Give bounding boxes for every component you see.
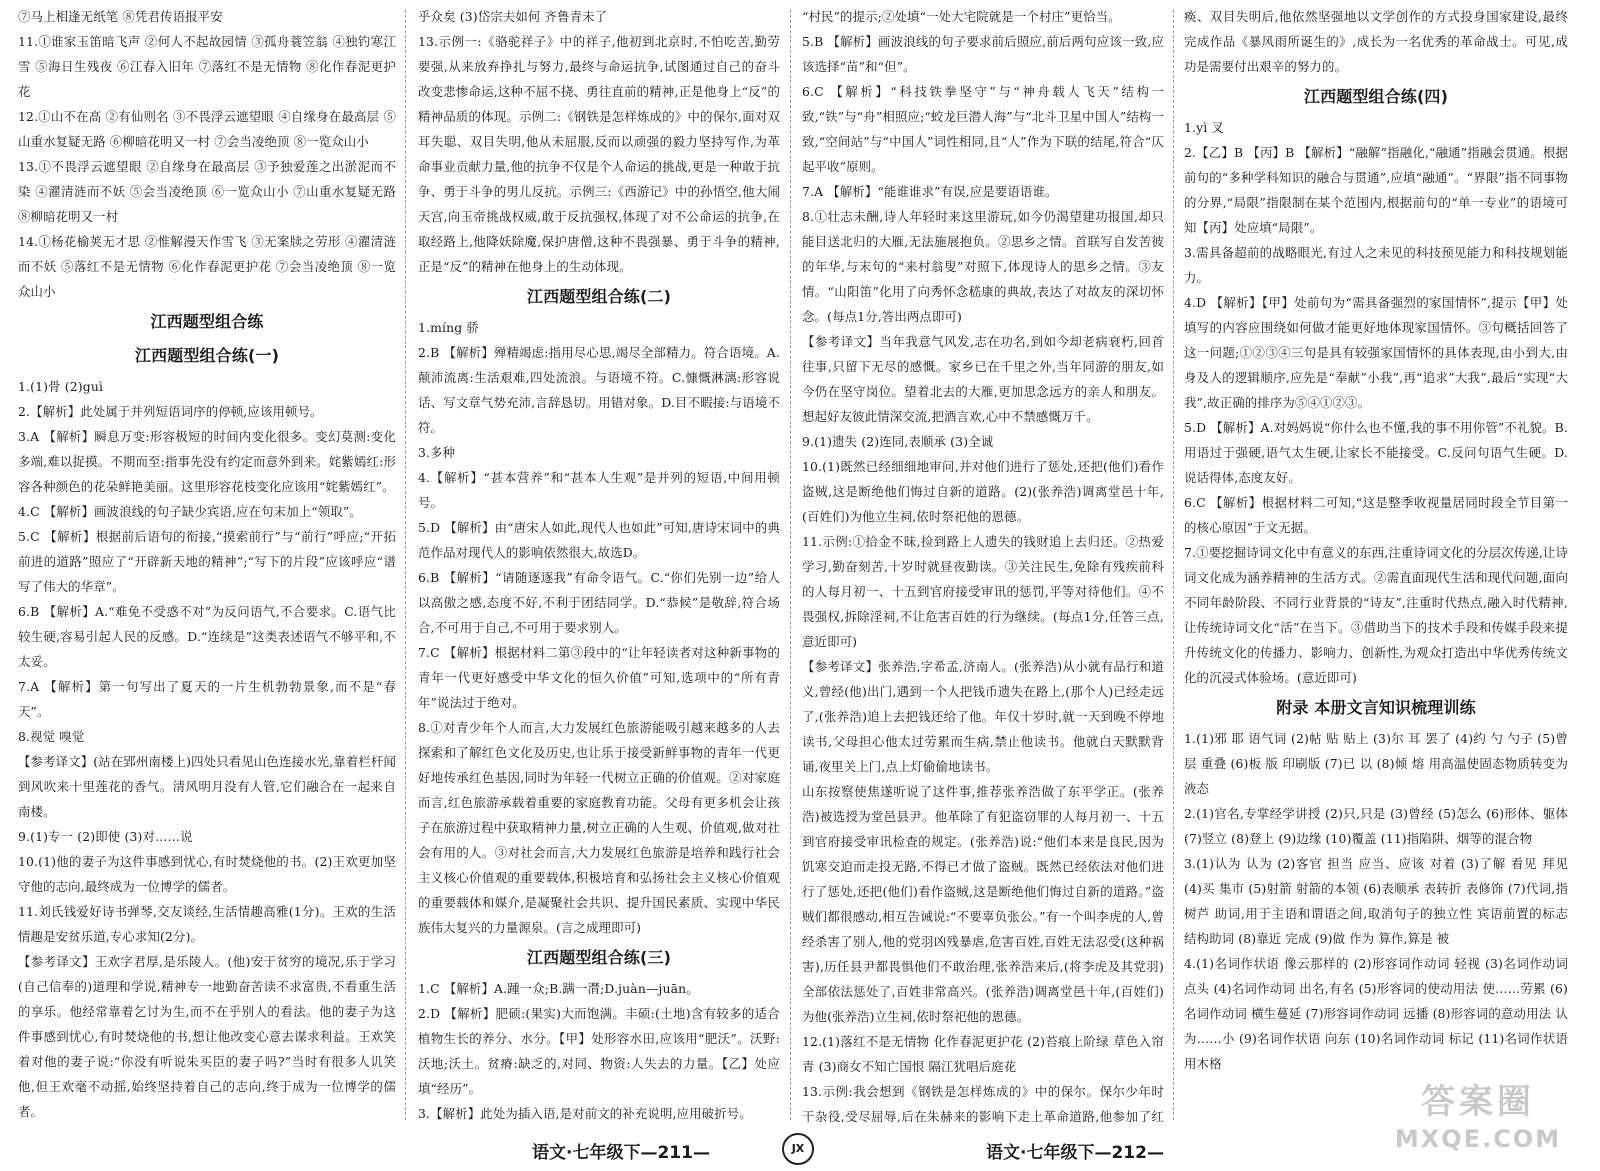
answer-paragraph: 6.B 【解析】A.“难免不受惑不对”为反问语气,不合要求。C.语气比较生硬,容易引起人民的反感。D.“连续是”这类表述语气不够平和,不太妥。: [18, 604, 396, 669]
answer-paragraph: 8.①对青少年个人而言,大力发展红色旅游能吸引越来越多的人去探索和了解红色文化及历史,也让乐于接受新鲜事物的青年一代更好地传承红色基因,同时为年轻一代树立正确的价值观。②对家庭而言,红色旅游承载着重要的家庭教育功能。父母有更多机会让孩子在旅游过程中获取精神力量,树立正确的人生观、价值观,做对社会有用的人。③对社会而言,大力发展红色旅游是培养和践行社会主义核心价值观的重要载体,积极培育和弘扬社会主义核心价值观的重要载体和媒介,是凝聚社会共识、提升国民素质、实现中华民族伟大复兴的力量源泉。(言之成理即可): [418, 720, 780, 935]
answer-paragraph: 1.C 【解析】A.踵一众;B.蹒一潸;D.juàn—juān。: [418, 981, 699, 996]
page-footer-left: 语文·七年级下—211—: [532, 1143, 710, 1163]
answer-paragraph: 痪、双目失明后,他依然坚强地以文学创作的方式投身国家建设,最终完成作品《暴风雨所诞生的》,成长为一名优秀的革命战士。可见,成功是需要付出艰辛的努力的。: [1184, 9, 1568, 74]
column-divider: [1173, 10, 1174, 1120]
answer-paragraph: 9.(1)专一 (2)即使 (3)对……说: [18, 829, 193, 844]
answer-column-4: [1184, 4, 1568, 1124]
answer-paragraph: 11.示例:①拾金不昧,捡到路上人遗失的钱财追上去归还。②热爱学习,勤奋刻苦,十岁时就昼夜勤读。③关注民生,免除有残疾前科的人每月初一、十五到官府接受审讯的惩罚,平等对待他们。④不畏强权,拆除淫祠,不让危害百姓的行为继续。(每点1分,任答三点,意近即可): [802, 534, 1164, 649]
answer-paragraph: 4.【解析】“甚本营养”和“甚本人生观”是并列的短语,中间用顿号。: [418, 470, 780, 510]
answer-paragraph: 【参考译文】张养浩,字希孟,济南人。(张养浩)从小就有品行和道义,曾经(他)出门,遇到一个人把钱币遗失在路上,(那个人)已经走远了,(张养浩)追上去把钱还给了他。年仅十岁时,就一天到晚不停地读书,父母担心他太过劳累而生病,禁止他读书。他就白天默默背诵,夜里关上门,点上灯偷偷地读书。: [802, 659, 1164, 774]
answer-paragraph: 【参考译文】(站在郢州南楼上)四处只看见山色连接水光,靠着栏杆闻到风吹来十里莲花的香气。清风明月没有人管,它们融合在一起来自南楼。: [18, 754, 396, 819]
answer-paragraph: 10.(1)既然已经细细地审问,并对他们进行了惩处,还把(他们)看作盗贼,这是断绝他们悔过自新的道路。(2)(张养浩)调离堂邑十年,(百姓们)为他立生祠,依时祭祀他的恩德。: [802, 459, 1164, 524]
answer-paragraph: 3.需具备超前的战略眼光,有过人之未见的科技预见能力和科技规划能力。: [1184, 245, 1568, 285]
answer-paragraph: 6.C 【解析】“科技铁拳坚守”与“神舟载人飞天”结构一致,“铁”与“舟”相照应;“蛟龙巨潜人海”与“北斗卫星中国人”结构一致,“空间站”与“中国人”词性相同,且“人”作为下联的结尾,符合“仄起平收”原则。: [802, 84, 1164, 174]
answer-paragraph: 12.①山不在高 ②有仙则名 ③不畏浮云遮望眼 ④自缘身在最高层 ⑤山重水复疑无路 ⑥柳暗花明又一村 ⑦会当凌绝顶 ⑧一览众山小: [18, 109, 396, 149]
answer-paragraph: 4.D 【解析】【甲】处前句为“需具备强烈的家国情怀”,提示【甲】处填写的内容应围绕如何做才能更好地体现家国情怀。③句概括回答了这一问题;①②③④三句是具有较强家国情怀的具体表现,由小到大,由身及人的逻辑顺序,应先是“奉献”小我”,再“追求”大我”,最后“实现“大我”,故正确的排序为⑤④①②③。: [1184, 295, 1568, 410]
answer-paragraph: 2.【乙】B 【丙】B 【解析】“融解”指融化,“融通”指融会贯通。根据前句的“多种学科知识的融合与贯通”,应填“融通”。“界限”指不同事物的分界,“局限”指限制在某个范围内,根据前句的“单一专业”的语境可知【丙】处应填“局限”。: [1184, 145, 1568, 235]
column-divider: [405, 10, 406, 1120]
edition-badge: JX: [782, 1133, 814, 1165]
answer-paragraph: 14.①杨花榆荚无才思 ②惟解漫天作雪飞 ③无案牍之劳形 ④濯清涟而不妖 ⑤落红不是无情物 ⑥化作春泥更护花 ⑦会当凌绝顶 ⑧一览众山小: [18, 234, 396, 299]
column-divider: [790, 10, 791, 1120]
answer-paragraph: 1.(1)邪 耶 语气词 (2)帖 贴 贴上 (3)尔 耳 罢了 (4)约 勺 勺子 (5)曾 层 重叠 (6)板 版 印刷版 (7)已 以 (8)倾 熔 用高温使固态物质转变为液态: [1184, 731, 1568, 796]
answer-paragraph: 2.D 【解析】肥硕:(果实)大而饱满。丰硕:(土地)含有较多的适合植物生长的养分、水分。【甲】处形容水田,应该用“肥沃”。沃野:沃地;沃土。贫瘠:缺乏的,对同、物资:人失去的力量。【乙】处应填“经历”。: [418, 1006, 780, 1096]
page-footer-right: 语文·七年级下—212—: [986, 1143, 1164, 1163]
answer-paragraph: 5.B 【解析】画波浪线的句子要求前后照应,前后两句应该一致,应该选择“苗”和“但”。: [802, 34, 1164, 74]
answer-paragraph: 7.A 【解析】“能谁谁求”有误,应是要语语谁。: [802, 184, 1058, 199]
answer-paragraph: 1.(1)骨 (2)guì: [18, 379, 104, 394]
section-heading: 江西题型组合练(四): [1303, 87, 1449, 106]
answer-paragraph: 2.(1)官名,专掌经学讲授 (2)只,只是 (3)曾经 (5)怎么 (6)形体、躯体 (7)竖立 (8)登上 (9)边缘 (10)覆盖 (11)指陷阱、烟等的混合物: [1184, 806, 1568, 846]
answer-paragraph: 8.①壮志未酬,诗人年轻时来这里游玩,如今仍渴望建功报国,却只能目送北归的大雁,无法施展抱负。②思乡之情。首联写自发苦彼的年华,与末句的“来村翁叟”对照下,体现诗人的思乡之情。③友情。“山阳笛”化用了向秀怀念嵇康的典故,表达了对故友的深切怀念。(每点1分,答出两点即可): [802, 209, 1164, 324]
answer-paragraph: 山东按察使焦遂听说了这件事,推荐张养浩做了东平学正。(张养浩)被选授为堂邑县尹。他革除了有犯盗窃罪的人每月初一、十五到官府接受审讯检查的规定。(张养浩)说:“他们本来是良民,因为饥寒交迫而走投无路,不得已才做了盗贼。既然已经依法对他们进行了惩处,还把(他们)看作盗贼,这是断绝他们悔过自新的道路。”盗贼们都很感动,相互告诫说:“不要辜负张公。”有一个叫李虎的人,曾经杀害了别人,他的党羽凶残暴虐,危害百姓,百姓无法忍受(这种祸害),历任县尹都畏惧他们不敢治理,张养浩来后,(将李虎及其党羽)全部依法惩处了,百姓非常高兴。(张养浩)调离堂邑十年,(百姓们)为他(张养浩)立生祠,依时祭祀他的恩德。: [802, 784, 1164, 1024]
answer-paragraph: 3.(1)认为 认为 (2)客官 担当 应当、应该 对着 (3)了解 看见 拜见 (4)买 集市 (5)射箭 射箭的本领 (6)表顺承 表转折 表修饰 (7)代词,指树芦 助词,用于主语和谓语之间,取消句子的独立性 宾语前置的标志 结构助词 (8)靠近 完成 (9)做 作为 算作,算是 被: [1184, 856, 1568, 946]
section-heading: 江西题型组合练(一): [134, 346, 280, 365]
section-heading: 江西题型组合练(三): [526, 948, 672, 967]
answer-paragraph: 7.①要挖掘诗词文化中有意义的东西,注重诗词文化的分层次传递,让诗词文化成为涵养精神的生活方式。②需直面现代生活和现代问题,面向不同年龄阶段、不同行业背景的“诗友”,注重时代热点,融入时代精神,让传统诗词文化“活”在当下。③借助当下的技术手段和传媒手段来提升传统文化的传播力、影响力、创新性,为观众打造出中华优秀传统文化的沉浸式体验场。(意近即可): [1184, 545, 1568, 685]
answer-paragraph: 5.D 【解析】A.对妈妈说“你什么也不懂,我的事不用你管”不礼貌。B.用语过于强硬,语气太生硬,让家长不能接受。C.反问句语气生硬。D.说话得体,态度友好。: [1184, 420, 1568, 485]
answer-paragraph: 12.(1)落红不是无情物 化作春泥更护花 (2)苔痕上阶绿 草色入帘青 (3)商女不知亡国恨 隔江犹唱后庭花: [802, 1034, 1164, 1074]
answer-paragraph: 8.视觉 嗅觉: [18, 729, 85, 744]
answer-paragraph: 【参考译文】王欢字君厚,是乐陵人。(他)安于贫穷的境况,乐于学习(自己信奉的)道理和学说,精神专一地勤奋苦读不求富贵,不看重生活的享乐。他经常靠着乞讨为生,而不在乎别人的看法。他的妻子为这件事感到忧心,有时焚烧他的书,想让他改变心意去谋求利益。王欢笑着对他的妻子说:“你没有听说朱买臣的妻子吗?”当时有很多人讥笑他,但王欢毫不动摇,始终坚持着自己的志向,终于成为一位博学的儒者。: [18, 954, 396, 1119]
site-watermark: [1378, 1080, 1578, 1160]
answer-paragraph: 1.yì 叉: [1184, 120, 1225, 135]
answer-column-3: [802, 4, 1164, 1124]
answer-paragraph: 1.míng 骄: [418, 320, 479, 335]
watermark-title: 答案圈: [1421, 1082, 1535, 1122]
answer-paragraph: 13.示例一:《骆驼祥子》中的祥子,他初到北京时,不怕吃苦,勤劳要强,从来放弃挣扎与努力,最终与命运抗争,试图通过自己的奋斗改变悲惨命运,这种不屈不挠、勇往直前的精神,正是他身上“反”的精神品质的体现。示例二:《钢铁是怎样炼成的》中的保尔,面对双耳失聪、双目失明,他从未屈服,反而以顽强的毅力坚持写作,为革命事业贡献力量,他的抗争不仅是个人命运的挑战,更是一种敢于抗争、勇于斗争的男儿反抗。示例三:《西游记》中的孙悟空,他大闹天宫,向玉帝挑战权威,敢于反抗强权,体现了对不公命运的抗争,在取经路上,他降妖除魔,保护唐僧,这种不畏强暴、勇于斗争的精神,正是“反”的精神在他身上的生动体现。: [418, 34, 780, 274]
answer-paragraph: 5.D 【解析】由“唐宋人如此,现代人也如此”可知,唐诗宋词中的典范作品对现代人的影响依然很大,故选D。: [418, 520, 780, 560]
answer-paragraph: 3.A 【解析】瞬息万变:形容极短的时间内变化很多。变幻莫测:变化多端,难以捉摸。不期而至:指事先没有约定而意外到来。姹紫嫣红:形容各种颜色的花朵鲜艳美丽。这里形容花枝变化应该用“姹紫嫣红”。: [18, 429, 396, 494]
answer-paragraph: 3.【解析】此处为插入语,是对前文的补充说明,应用破折号。: [418, 1106, 752, 1121]
answer-paragraph: 10.(1)他的妻子为这件事感到忧心,有时焚烧他的书。(2)王欢更加坚守他的志向,最终成为一位博学的儒者。: [18, 854, 396, 894]
answer-paragraph: 7.A 【解析】第一句写出了夏天的一片生机勃勃景象,而不是“春天”。: [18, 679, 396, 719]
section-heading: 附录 本册文言知识梳理训练: [1276, 698, 1476, 717]
watermark-site: MXQE.COM: [1394, 1125, 1562, 1153]
answer-paragraph: 9.(1)遗失 (2)连同,表顺承 (3)全诚: [802, 434, 994, 449]
answer-paragraph: 6.B 【解析】“请随逐逐我”有命令语气。C.“你们先别一边”给人以高傲之感,态度不好,不利于团结同学。D.“恭候”是敬辞,符合场合,不可用于自己,不可用于要求别人。: [418, 570, 780, 635]
answer-paragraph: 13.①不畏浮云遮望眼 ②自缘身在最高层 ③予独爱莲之出淤泥而不染 ④濯清涟而不妖 ⑤会当凌绝顶 ⑥一览众山小 ⑦山重水复疑无路 ⑧柳暗花明又一村: [18, 159, 396, 224]
answer-column-1: [18, 4, 396, 1124]
answer-paragraph: 乎众矣 (3)岱宗夫如何 齐鲁青未了: [418, 9, 608, 24]
answer-paragraph: 2.【解析】此处属于并列短语词序的停顿,应该用顿号。: [18, 404, 323, 419]
answer-paragraph: 13.示例:我会想到《钢铁是怎样炼成的》中的保尔。保尔少年时干杂役,受尽屈辱,后在朱赫来的影响下走上革命道路,他参加了红: [802, 1084, 1164, 1124]
answer-paragraph: 5.C 【解析】根据前后语句的衔接,“摸索前行”与“前行”呼应;“开拓前进的道路”照应了“开辟新天地的精神”;“写下的片段”应该呼应“谱写了伟大的华章”。: [18, 529, 396, 594]
answer-paragraph: 11.①谁家玉笛暗飞声 ②何人不起故园情 ③孤舟蓑笠翁 ④独钓寒江雪 ⑤海日生残夜 ⑥江春入旧年 ⑦落红不是无情物 ⑧化作春泥更护花: [18, 34, 396, 99]
answer-paragraph: 【参考译文】当年我意气风发,志在功名,到如今却老病衰朽,回首往事,只留下无尽的感慨。家乡已在千里之外,当年同游的朋友,如今仍在坚守岗位。望着北去的大雁,更加思念远方的亲人和朋友。想起好友彼此情深交流,把酒言欢,心中不禁感慨万千。: [802, 334, 1164, 424]
answer-paragraph: 2.B 【解析】殚精竭虑:指用尽心思,竭尽全部精力。符合语境。A.颠沛流离:生活艰难,四处流浪。与语境不符。C.慷慨淋漓:形容说话、写文章气势充沛,言辞恳切。用错对象。D.目不暇接:与语境不符。: [418, 345, 780, 435]
answer-paragraph: 7.C 【解析】根据材料二第③段中的“让年轻读者对这种新事物的青年一代更好感受中华文化的恒久价值”可知,选项中的“所有青年”说法过于绝对。: [418, 645, 780, 710]
answer-paragraph: 6.C 【解析】根据材料二可知,“这是整季收视量居同时段全节目第一的核心原因”于文无据。: [1184, 495, 1568, 535]
answer-paragraph: 3.多种: [418, 445, 456, 460]
answer-paragraph: 4.C 【解析】画波浪线的句子缺少宾语,应在句末加上“领取”。: [18, 504, 362, 519]
answer-paragraph: 11.刘氏钱爱好诗书弹琴,交友谈经,生活情趣高雅(1分)。王欢的生活情趣是安贫乐道,专心求知(2分)。: [18, 904, 396, 944]
answer-paragraph: “村民”的提示;②处填“一处大宅院就是一个村庄”更恰当。: [802, 9, 1121, 24]
answer-column-2: [418, 4, 780, 1124]
answer-paragraph: ⑦马上相逢无纸笔 ⑧凭君传语报平安: [18, 9, 223, 24]
section-heading: 江西题型组合练(二): [526, 287, 672, 306]
section-heading: 江西题型组合练: [150, 312, 264, 331]
answer-paragraph: 4.(1)名词作状语 像云那样的 (2)形容词作动词 轻视 (3)名词作动词 点头 (4)名词作动词 出名,有名 (5)形容词的使动用法 使……劳累 (6)名词作动词 横生蔓延 (7)形容词作动词 远播 (8)形容词的意动用法 认为……小 (9)名词作状语 向东 (10)名词作动词 标记 (11)名词作状语 用木格: [1184, 956, 1568, 1071]
